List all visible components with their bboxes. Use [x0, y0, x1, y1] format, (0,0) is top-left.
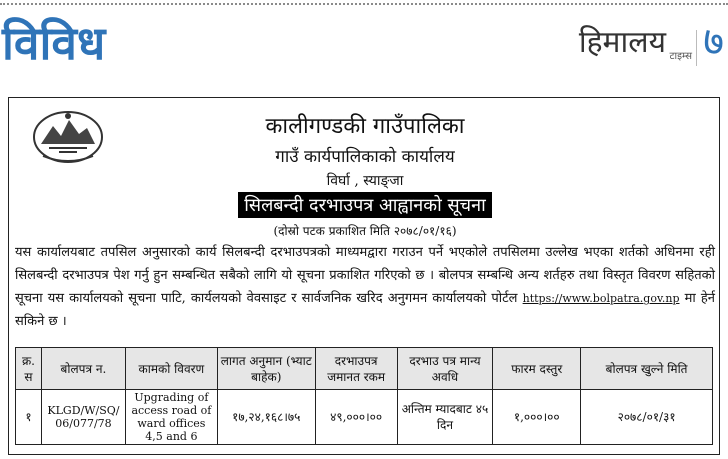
cell-fee: १,०००।०० [493, 390, 581, 445]
cell-estimate: १७,२४,१६८।७५ [217, 390, 315, 445]
bolpatra-link[interactable]: https://www.bolpatra.gov.np [522, 292, 680, 305]
page-header [0, 0, 728, 92]
cell-security: ४९,०००।०० [315, 390, 397, 445]
col-header-bid-no: बोलपत्र न. [41, 348, 125, 390]
body-text-end: मा हेर्न सकिने छ । [15, 291, 715, 329]
table-header-row [16, 348, 713, 390]
brand-name: हिमालय [578, 25, 666, 60]
tender-notice [8, 97, 720, 455]
brand-subtitle: टाइम्स [669, 51, 692, 62]
org-name: कालीगण्डकी गाउँपालिका [265, 114, 465, 139]
office-name: गाउँ कार्यपालिकाको कार्यालय [275, 147, 455, 167]
edition-note: (दोस्रो पटक प्रकाशित मिति २०७८/०१/१६) [273, 224, 457, 238]
notice-title-wrap [9, 192, 721, 218]
dotted-rule [0, 3, 728, 5]
page-number: ७ [703, 19, 724, 65]
office-location: विर्घा , स्याङ्जा [326, 173, 404, 189]
col-header-validity: दरभाउ पत्र मान्य अवधि [397, 348, 493, 390]
notice-title: सिलबन्दी दरभाउपत्र आह्वानको सूचना [238, 192, 492, 218]
col-header-sn: क्र. स [16, 348, 42, 390]
cell-validity: अन्तिम म्यादबाट ४५ दिन [397, 390, 493, 445]
cell-sn: १ [16, 390, 42, 445]
cell-opening: २०७८/०१/३१ [581, 390, 713, 445]
col-header-opening: बोलपत्र खुल्ने मिति [581, 348, 713, 390]
notice-body [15, 241, 715, 333]
col-header-security: दरभाउपत्र जमानत रकम [315, 348, 397, 390]
col-header-description: कामको विवरण [125, 348, 217, 390]
col-header-estimate: लागत अनुमान (भ्याट बाहेक) [217, 348, 315, 390]
tender-table [15, 347, 713, 445]
col-header-fee: फारम दस्तुर [493, 348, 581, 390]
cell-description: Upgrading of access road of ward offices 4,5 and 6 [125, 390, 217, 445]
brand-divider [696, 30, 697, 66]
body-text-main: यस कार्यालयबाट तपसिल अनुसारको कार्य सिलबन्दी दरभाउपत्रको माध्यमद्वारा गराउन पर्ने भएकोले तपसिलमा उल्लेख भएका शर्तको अधिनमा रही सिलबन्दी दरभाउपत्र पेश गर्नु हुन सम्बन्धित सबैको लागि यो सूचना प्रकाशित गरिएको छ । बोलपत्र सम्बन्धि अन्य शर्तहरु तथा विस्तृत विवरण सहितको सूचना यस कार्यालयको सूचना पाटि, कार्यलयको वेवसाइट र सार्वजनिक खरिद अनुगमन कार्यालयको पोर्टल [15, 245, 715, 306]
table-row [16, 390, 713, 445]
cell-bid-no: KLGD/W/SQ/ 06/077/78 [41, 390, 125, 445]
section-title: विविध [2, 16, 106, 70]
